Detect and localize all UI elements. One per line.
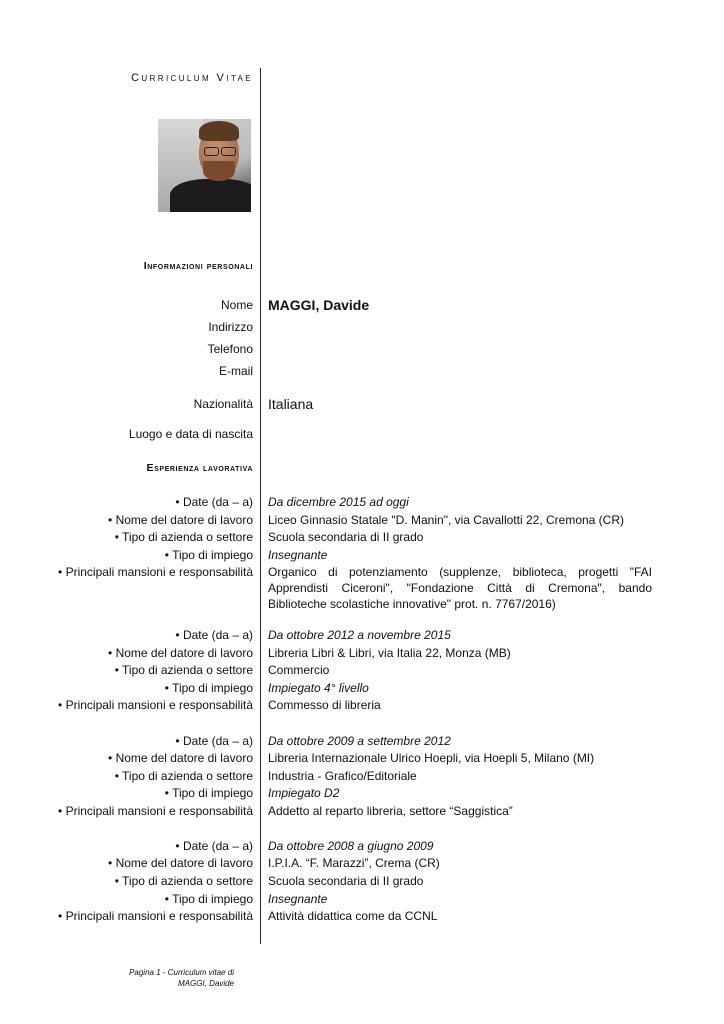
job-label-tipo-impiego: • Tipo di impiego xyxy=(164,548,253,562)
job-label-tipo-impiego: • Tipo di impiego xyxy=(164,786,253,800)
job-value-tipo-impiego: Insegnante xyxy=(268,892,328,906)
job-value-date: Da ottobre 2012 a novembre 2015 xyxy=(268,628,451,642)
job-value-tipo-azienda: Commercio xyxy=(268,663,330,677)
job-label-tipo-impiego: • Tipo di impiego xyxy=(164,681,253,695)
label-nome: Nome xyxy=(220,298,253,312)
job-label-date: • Date (da – a) xyxy=(175,734,253,748)
job-label-datore: • Nome del datore di lavoro xyxy=(108,646,253,660)
label-nazionalita: Nazionalità xyxy=(193,397,253,411)
job-value-date: Da dicembre 2015 ad oggi xyxy=(268,495,409,509)
footer-line-1: Pagina 1 - Curriculum vitae di xyxy=(129,968,234,977)
label-email: E-mail xyxy=(218,364,253,378)
job-label-mansioni: • Principali mansioni e responsabilità xyxy=(58,565,253,579)
value-nome: MAGGI, Davide xyxy=(268,297,370,313)
job-value-datore: Liceo Ginnasio Statale "D. Manin", via Cavallotti 22, Cremona (CR) xyxy=(268,513,625,527)
job-value-date: Da ottobre 2008 a giugno 2009 xyxy=(268,839,434,853)
job-label-mansioni: • Principali mansioni e responsabilità xyxy=(58,698,253,712)
job-label-tipo-azienda: • Tipo di azienda o settore xyxy=(114,769,253,783)
section-heading-experience: Esperienza lavorativa xyxy=(146,462,253,474)
job-label-mansioni: • Principali mansioni e responsabilità xyxy=(58,909,253,923)
job-value-tipo-impiego: Impiegato D2 xyxy=(268,786,340,800)
label-indirizzo: Indirizzo xyxy=(208,320,253,334)
job-value-datore: Libreria Internazionale Ulrico Hoepli, via Hoepli 5, Milano (MI) xyxy=(268,751,595,765)
job-label-date: • Date (da – a) xyxy=(175,495,253,509)
job-value-tipo-impiego: Insegnante xyxy=(268,548,328,562)
value-nazionalita: Italiana xyxy=(268,396,314,412)
job-label-mansioni: • Principali mansioni e responsabilità xyxy=(58,804,253,818)
job-label-datore: • Nome del datore di lavoro xyxy=(108,751,253,765)
job-label-tipo-azienda: • Tipo di azienda o settore xyxy=(114,663,253,677)
job-label-tipo-impiego: • Tipo di impiego xyxy=(164,892,253,906)
document-title: Curriculum Vitae xyxy=(131,72,253,84)
job-value-datore: I.P.I.A. “F. Marazzi”, Crema (CR) xyxy=(268,856,440,870)
job-label-date: • Date (da – a) xyxy=(175,839,253,853)
column-divider xyxy=(260,68,261,944)
job-value-tipo-azienda: Industria - Grafico/Editoriale xyxy=(268,769,417,783)
job-label-date: • Date (da – a) xyxy=(175,628,253,642)
job-label-tipo-azienda: • Tipo di azienda o settore xyxy=(114,530,253,544)
job-label-datore: • Nome del datore di lavoro xyxy=(108,513,253,527)
job-value-datore: Libreria Libri & Libri, via Italia 22, Monza (MB) xyxy=(268,646,511,660)
job-value-mansioni: Organico di potenziamento (supplenze, biblioteca, progetti "FAI Apprendisti Ciceroni", "Fondazione Città di Cremona", bando Biblioteche scolastiche innovative" prot. n. 7767/2016) xyxy=(268,565,652,611)
job-value-tipo-azienda: Scuola secondaria di II grado xyxy=(268,530,424,544)
job-label-tipo-azienda: • Tipo di azienda o settore xyxy=(114,874,253,888)
footer-line-2: MAGGI, Davide xyxy=(177,979,234,988)
job-value-date: Da ottobre 2009 a settembre 2012 xyxy=(268,734,451,748)
job-value-tipo-azienda: Scuola secondaria di II grado xyxy=(268,874,424,888)
job-value-tipo-impiego: Impiegato 4° livello xyxy=(268,681,369,695)
job-value-mansioni: Attività didattica come da CCNL xyxy=(268,909,438,923)
job-value-mansioni: Addetto al reparto libreria, settore “Saggistica” xyxy=(268,804,513,818)
page-footer xyxy=(110,967,234,989)
profile-photo xyxy=(158,119,251,212)
label-telefono: Telefono xyxy=(207,342,253,356)
label-nascita: Luogo e data di nascita xyxy=(128,427,253,441)
job-label-datore: • Nome del datore di lavoro xyxy=(108,856,253,870)
section-heading-personal: Informazioni personali xyxy=(143,260,253,272)
job-value-mansioni: Commesso di libreria xyxy=(268,698,381,712)
